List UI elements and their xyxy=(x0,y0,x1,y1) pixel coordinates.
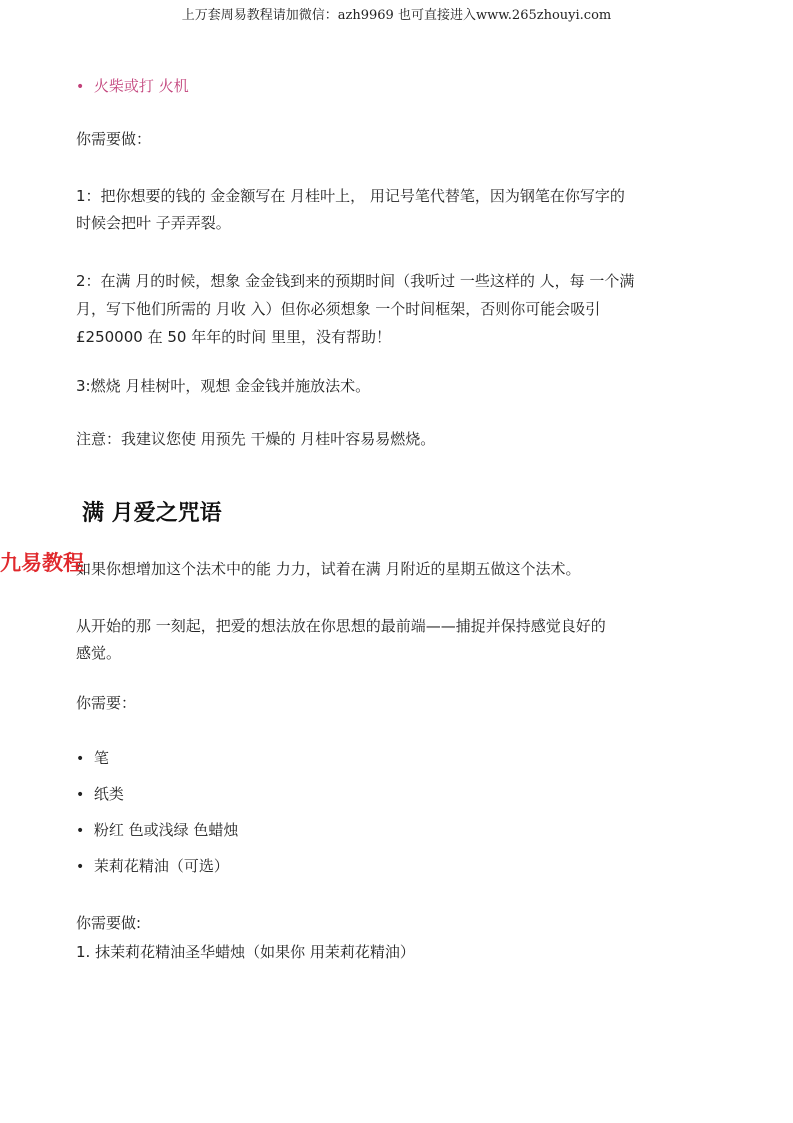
note-text: 注意：我建议您使 用预先 干燥的 月桂叶容易易燃烧。 xyxy=(76,430,436,448)
list-item xyxy=(76,817,238,845)
list-item-label: 粉红 色或浅绿 色蜡烛 xyxy=(93,821,239,839)
list-item-label: 茉莉花精油（可选） xyxy=(93,857,229,875)
watermark-logo: 九易教程 xyxy=(0,551,84,575)
step1-line2: 时候会把叶 子弄弄裂。 xyxy=(76,214,231,232)
step2-line3: £250000 在 50 年年的时间 里里，没有帮助！ xyxy=(76,328,391,346)
bullet-marker: • xyxy=(76,787,85,803)
step3-text: 3:燃烧 月桂树叶，观想 金金钱并施放法术。 xyxy=(76,377,371,395)
list-item xyxy=(76,745,109,773)
matches-label: 火柴或打 火机 xyxy=(93,77,189,95)
bullet-marker: • xyxy=(76,79,85,95)
step1-line1: 1：把你想要的钱的 金金额写在 月桂叶上， 用记号笔代替笔，因为钢笔在你写字的 xyxy=(76,187,625,205)
intro-paragraph: 如果你想增加这个法术中的能 力力，试着在满 月附近的星期五做这个法术。 xyxy=(76,560,581,578)
matches-list-item xyxy=(76,73,189,101)
bullet-marker: • xyxy=(76,859,85,875)
list-item xyxy=(76,781,124,809)
need-to-do-heading-2: 你需要做: xyxy=(76,914,142,932)
bullet-marker: • xyxy=(76,823,85,839)
list-item xyxy=(76,853,229,881)
step2-line1: 2：在满 月的时候，想象 金金钱到来的预期时间（我听过 一些这样的 人，每 一个满 xyxy=(76,272,635,290)
need-to-do-heading: 你需要做： xyxy=(76,130,152,148)
section-title: 满 月爱之咒语 xyxy=(82,501,222,526)
page-header-banner: 上万套周易教程请加微信：azh9969 也可直接进入www.265zhouyi.com xyxy=(181,8,612,23)
love-paragraph-line2: 感觉。 xyxy=(76,644,122,662)
list-item-label: 纸类 xyxy=(93,785,124,803)
step2-line2: 月，写下他们所需的 月收 入）但你必须想象 一个时间框架，否则你可能会吸引 xyxy=(76,300,601,318)
list-item-label: 笔 xyxy=(93,749,109,767)
bullet-marker: • xyxy=(76,751,85,767)
step1-anoint-candle: 1. 抹茉莉花精油圣华蜡烛（如果你 用茉莉花精油） xyxy=(76,943,415,961)
love-paragraph-line1: 从开始的那 一刻起，把爱的想法放在你思想的最前端——捕捉并保持感觉良好的 xyxy=(76,617,606,635)
need-heading: 你需要： xyxy=(76,694,137,712)
